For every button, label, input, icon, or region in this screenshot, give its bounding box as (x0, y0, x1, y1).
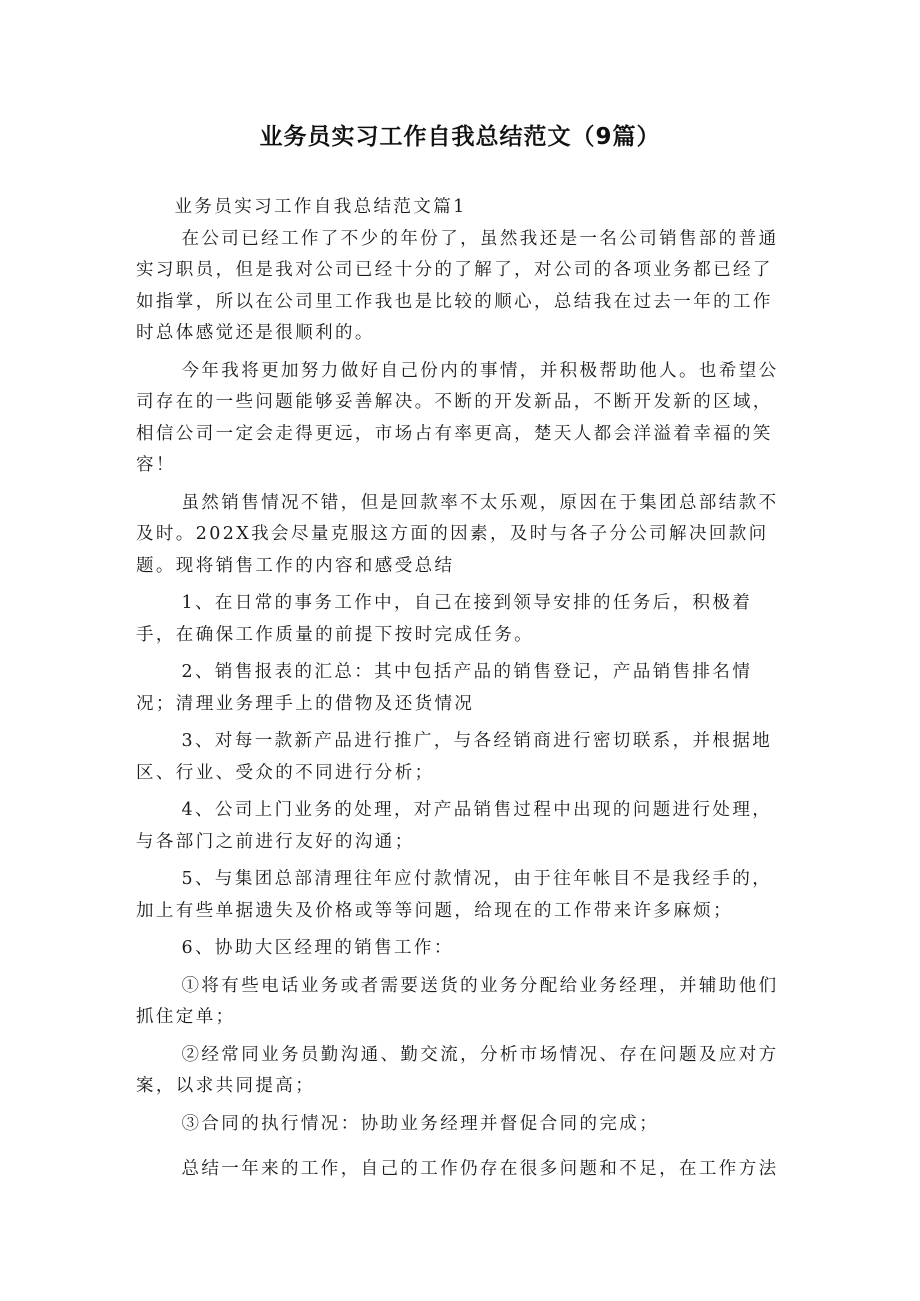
document-body (136, 192, 792, 1186)
list-item: 4、公司上门业务的处理，对产品销售过程中出现的问题进行处理，与各部门之前进行友好的沟通； (136, 800, 773, 852)
paragraph: 虽然销售情况不错，但是回款率不太乐观，原因在于集团总部结款不及时。202X我会尽量克服这方面的因素，及时与各子分公司解决回款问题。现将销售工作的内容和感受总结 (136, 492, 779, 576)
list-item: 2、销售报表的汇总：其中包括产品的销售登记，产品销售排名情况；清理业务理手上的借物及还货情况 (136, 662, 753, 714)
paragraph: 在公司已经工作了不少的年份了，虽然我还是一名公司销售部的普通实习职员，但是我对公司已经十分的了解了，对公司的各项业务都已经了如指掌，所以在公司里工作我也是比较的顺心，总结我在过去一年的工作时总体感觉还是很顺利的。 (136, 228, 779, 343)
list-item: 5、与集团总部清理往年应付款情况，由于往年帐目不是我经手的，加上有些单据遗失及价格或等等问题，给现在的工作带来许多麻烦； (136, 869, 773, 921)
section-heading: 业务员实习工作自我总结范文篇1 (174, 197, 467, 217)
list-item: 6、协助大区经理的销售工作： (181, 938, 454, 958)
list-item: 1、在日常的事务工作中，自己在接到领导安排的任务后，积极着手，在确保工作质量的前提下按时完成任务。 (136, 593, 753, 645)
sub-list-item: ③合同的执行情况：协助业务经理并督促合同的完成； (181, 1113, 660, 1134)
sub-list-item: ②经常同业务员勤沟通、勤交流，分析市场情况、存在问题及应对方案，以求共同提高； (136, 1044, 779, 1096)
list-item: 3、对每一款新产品进行推广，与各经销商进行密切联系，并根据地区、行业、受众的不同进行分析； (136, 731, 773, 783)
sub-list-item: ①将有些电话业务或者需要送货的业务分配给业务经理，并辅助他们抓住定单； (136, 975, 779, 1027)
paragraph: 总结一年来的工作，自己的工作仍存在很多问题和不足，在工作方法 (181, 1159, 779, 1179)
document-title: 业务员实习工作自我总结范文（9篇） (259, 124, 661, 150)
paragraph: 今年我将更加努力做好自己份内的事情，并积极帮助他人。也希望公司存在的一些问题能够妥善解决。不断的开发新品，不断开发新的区域，相信公司一定会走得更远，市场占有率更高，楚天人都会洋溢着幸福的笑容！ (136, 360, 779, 475)
